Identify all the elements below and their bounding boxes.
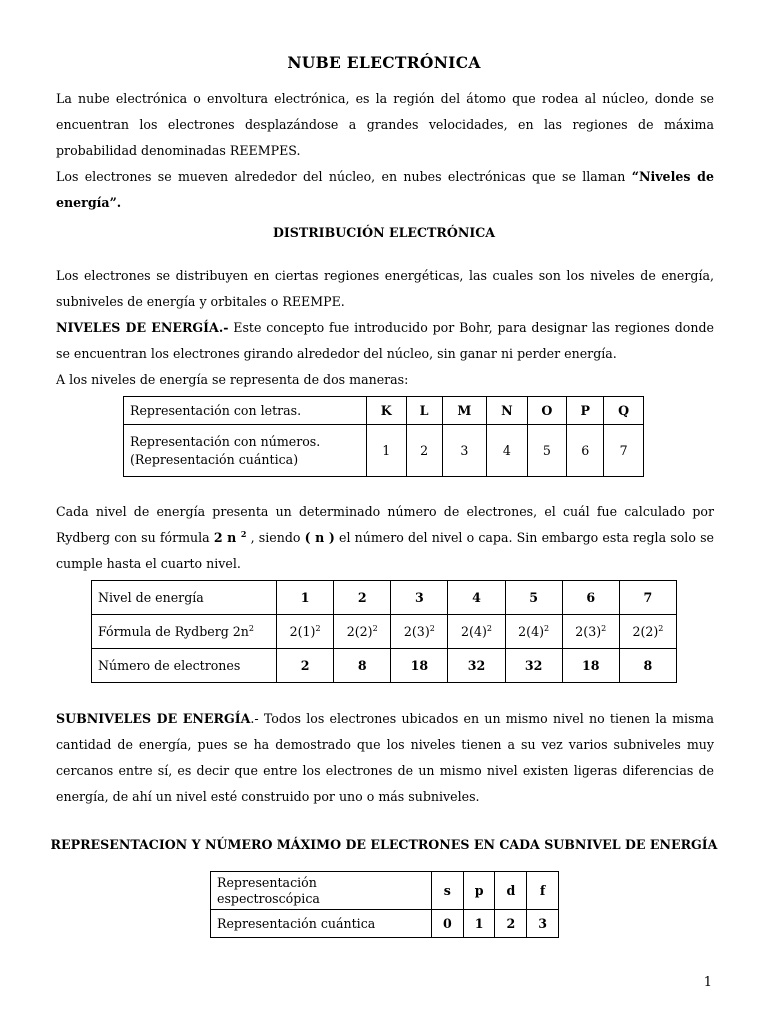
table-cell: M bbox=[442, 397, 487, 425]
table-cell bbox=[277, 615, 334, 649]
table-cell-label: Número de electrones bbox=[92, 649, 277, 683]
distribution-paragraph bbox=[56, 263, 714, 393]
formula-exponent: 2 bbox=[601, 623, 607, 633]
table-cell-label-line: (Representación cuántica) bbox=[130, 451, 299, 467]
sub-line: cercanos entre sí, es decir que entre los electrones de un mismo nivel existen ligeras diferencias de bbox=[56, 763, 714, 778]
subniveles-paragraph bbox=[56, 706, 714, 810]
table-cell: 32 bbox=[505, 649, 562, 683]
section-heading-representacion: REPRESENTACION Y NÚMERO MÁXIMO DE ELECTRONES EN CADA SUBNIVEL DE ENERGÍA bbox=[50, 837, 718, 852]
sub-line bbox=[56, 706, 714, 732]
table-cell-label bbox=[211, 872, 432, 910]
table-cell: K bbox=[367, 397, 407, 425]
niveles-label: NIVELES DE ENERGÍA.- bbox=[56, 320, 229, 335]
intro-line-text: Los electrones se mueven alrededor del núcleo, en nubes electrónicas que se llaman bbox=[56, 169, 626, 184]
table-row bbox=[124, 397, 644, 425]
rydberg-line: Cada nivel de energía presenta un determinado número de electrones, el cuál fue calculado por bbox=[56, 504, 714, 519]
formula-base: 2(3) bbox=[575, 624, 602, 639]
table-cell: 1 bbox=[367, 425, 407, 477]
table-cell: 4 bbox=[487, 425, 527, 477]
table-cell-label-line: espectroscópica bbox=[217, 890, 320, 906]
table-cell: 18 bbox=[391, 649, 448, 683]
table-cell: P bbox=[567, 397, 604, 425]
formula-exponent: 2 bbox=[372, 623, 378, 633]
subniveles-label-suffix: .- bbox=[250, 711, 264, 726]
table-cell: 5 bbox=[527, 425, 567, 477]
rydberg-formula bbox=[214, 530, 247, 545]
intro-line: encuentran los electrones desplazándose a grandes velocidades, en las regiones de máxima bbox=[56, 117, 714, 132]
table-cell: 1 bbox=[463, 910, 495, 938]
table-cell-label-line: Representación bbox=[217, 874, 317, 890]
table-row bbox=[92, 581, 677, 615]
rydberg-text: Rydberg con su fórmula bbox=[56, 530, 214, 545]
rydberg-formula-base: 2 n bbox=[213, 530, 237, 545]
table-row bbox=[211, 910, 559, 938]
rydberg-line: cumple hasta el cuarto nivel. bbox=[56, 556, 241, 571]
formula-base: 2(2) bbox=[632, 624, 659, 639]
table-cell: 4 bbox=[448, 581, 505, 615]
table-cell: 7 bbox=[619, 581, 676, 615]
table-row bbox=[92, 615, 677, 649]
formula-exponent: 2 bbox=[544, 623, 550, 633]
table-cell: 2 bbox=[334, 581, 391, 615]
formula-base: 2(4) bbox=[518, 624, 545, 639]
table-cell: 2 bbox=[495, 910, 527, 938]
table-cell-label: Nivel de energía bbox=[92, 581, 277, 615]
intro-bold-term-end: energía”. bbox=[56, 195, 122, 210]
subniveles-label: SUBNIVELES DE ENERGÍA bbox=[56, 711, 251, 726]
levels-representation-table bbox=[123, 396, 644, 477]
table-cell: O bbox=[527, 397, 567, 425]
formula-exponent: 2 bbox=[658, 623, 664, 633]
table-cell: 3 bbox=[527, 910, 559, 938]
formula-exponent: 2 bbox=[429, 623, 435, 633]
table-cell: 7 bbox=[604, 425, 644, 477]
intro-bold-term: “Niveles de bbox=[631, 169, 714, 184]
table-cell-label bbox=[124, 425, 367, 477]
formula-base: 2(3) bbox=[403, 624, 430, 639]
formula-base: 2(2) bbox=[346, 624, 373, 639]
formula-exponent: 2 bbox=[315, 623, 321, 633]
table-cell: f bbox=[527, 872, 559, 910]
rydberg-paragraph bbox=[56, 499, 714, 577]
table-row bbox=[92, 649, 677, 683]
intro-paragraph bbox=[56, 86, 714, 216]
table-cell: p bbox=[463, 872, 495, 910]
table-cell: s bbox=[432, 872, 464, 910]
table-cell-label-text: Fórmula de Rydberg 2n bbox=[98, 624, 249, 639]
page-number: 1 bbox=[703, 975, 712, 990]
dist-line: se encuentran los electrones girando alrededor del núcleo, sin ganar ni perder energía. bbox=[56, 346, 617, 361]
rydberg-table bbox=[91, 580, 677, 683]
page-title: NUBE ELECTRÓNICA bbox=[287, 53, 481, 72]
table-cell: 3 bbox=[442, 425, 487, 477]
table-cell-label bbox=[92, 615, 277, 649]
dist-line: A los niveles de energía se representa de dos maneras: bbox=[56, 372, 409, 387]
intro-line bbox=[56, 164, 714, 190]
rydberg-text: , siendo bbox=[246, 530, 305, 545]
table-cell: 8 bbox=[619, 649, 676, 683]
table-cell: N bbox=[487, 397, 527, 425]
dist-line: subniveles de energía y orbitales o REEMPE. bbox=[56, 294, 345, 309]
dist-line: Los electrones se distribuyen en ciertas regiones energéticas, las cuales son los niveles de energía, bbox=[56, 268, 714, 283]
table-cell: 0 bbox=[432, 910, 464, 938]
table-cell: 2 bbox=[406, 425, 442, 477]
table-cell: 32 bbox=[448, 649, 505, 683]
table-row bbox=[124, 425, 644, 477]
rydberg-line bbox=[56, 525, 714, 551]
table-cell-label-exponent: 2 bbox=[248, 623, 255, 633]
intro-line: La nube electrónica o envoltura electrónica, es la región del átomo que rodea al núcleo, donde se bbox=[56, 91, 714, 106]
table-cell bbox=[562, 615, 619, 649]
table-cell: 1 bbox=[277, 581, 334, 615]
table-cell bbox=[391, 615, 448, 649]
table-cell bbox=[334, 615, 391, 649]
section-heading-distribucion: DISTRIBUCIÓN ELECTRÓNICA bbox=[272, 225, 496, 240]
table-cell: 8 bbox=[334, 649, 391, 683]
table-row bbox=[211, 872, 559, 910]
table-cell bbox=[448, 615, 505, 649]
table-cell-label: Representación con letras. bbox=[124, 397, 367, 425]
formula-base: 2(1) bbox=[289, 624, 316, 639]
table-cell-label: Representación cuántica bbox=[211, 910, 432, 938]
rydberg-formula-exponent: 2 bbox=[240, 528, 247, 539]
table-cell: 6 bbox=[562, 581, 619, 615]
subshell-table bbox=[210, 871, 559, 938]
sub-line: energía, de ahí un nivel esté construido por uno o más subniveles. bbox=[56, 789, 480, 804]
table-cell: L bbox=[406, 397, 442, 425]
formula-exponent: 2 bbox=[486, 623, 492, 633]
rydberg-text: el número del nivel o capa. Sin embargo esta regla solo se bbox=[334, 530, 714, 545]
intro-line: probabilidad denominadas REEMPES. bbox=[56, 143, 301, 158]
table-cell: 3 bbox=[391, 581, 448, 615]
rydberg-n: ( n ) bbox=[304, 530, 335, 545]
formula-base: 2(4) bbox=[461, 624, 487, 639]
table-cell: 2 bbox=[277, 649, 334, 683]
table-cell: 5 bbox=[505, 581, 562, 615]
sub-text: Todos los electrones ubicados en un mismo nivel no tienen la misma bbox=[263, 711, 714, 726]
table-cell: 18 bbox=[562, 649, 619, 683]
table-cell: 6 bbox=[567, 425, 604, 477]
table-cell: Q bbox=[604, 397, 644, 425]
table-cell bbox=[619, 615, 676, 649]
intro-line bbox=[56, 190, 714, 216]
dist-line bbox=[56, 315, 714, 341]
sub-line: cantidad de energía, pues se ha demostrado que los niveles tienen a su vez varios subniveles muy bbox=[56, 737, 714, 752]
table-cell: d bbox=[495, 872, 527, 910]
table-cell-label-line: Representación con números. bbox=[130, 433, 321, 449]
table-cell bbox=[505, 615, 562, 649]
niveles-text: Este concepto fue introducido por Bohr, para designar las regiones donde bbox=[228, 320, 714, 335]
